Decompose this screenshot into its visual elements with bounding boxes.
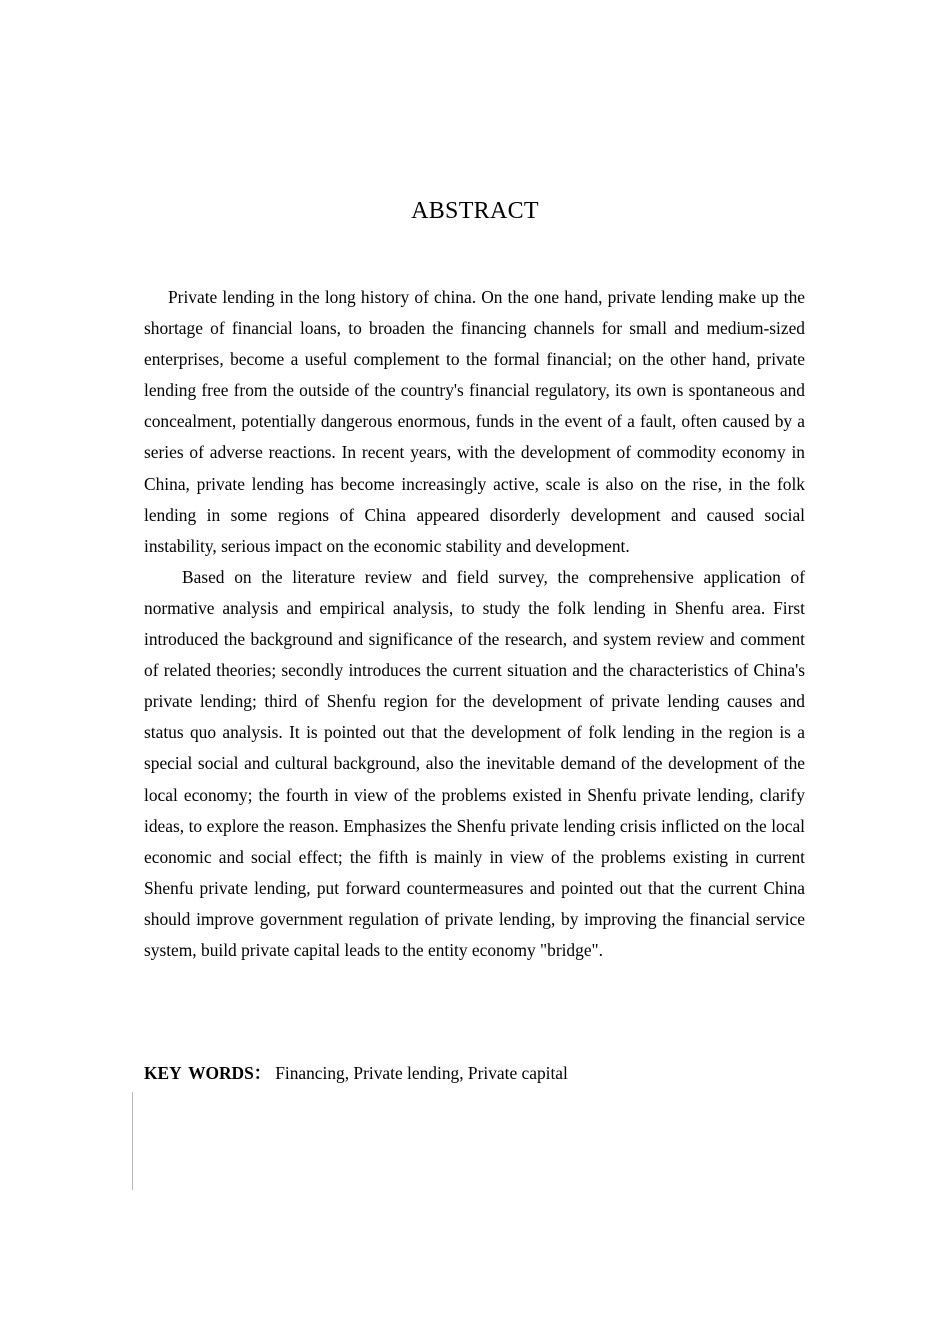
- keywords-line: [144, 1058, 805, 1089]
- keywords-label: KEY WORDS: [144, 1063, 254, 1083]
- text-cursor-line: [132, 1092, 133, 1190]
- abstract-body: [144, 282, 805, 966]
- abstract-paragraph-2: Based on the literature review and field survey, the comprehensive application of normative analysis and empirical analysis, to study the folk lending in Shenfu area. First introduced the background and significance of the research, and system review and comment of related theories; secondly introduces the current situation and the characteristics of China's private lending; third of Shenfu region for the development of private lending causes and status quo analysis. It is pointed out that the development of folk lending in the region is a special social and cultural background, also the inevitable demand of the development of the local economy; the fourth in view of the problems existed in Shenfu private lending, clarify ideas, to explore the reason. Emphasizes the Shenfu private lending crisis inflicted on the local economic and social effect; the fifth is mainly in view of the problems existing in current Shenfu private lending, put forward countermeasures and pointed out that the current China should improve government regulation of private lending, by improving the financial service system, build private capital leads to the entity economy "bridge".: [144, 566, 805, 960]
- abstract-title: ABSTRACT: [411, 198, 539, 224]
- keywords-value: Financing, Private lending, Private capital: [275, 1063, 568, 1083]
- keywords-separator: ：: [253, 1063, 272, 1083]
- abstract-paragraph-1: Private lending in the long history of china. On the one hand, private lending make up the shortage of financial loans, to broaden the financing channels for small and medium-sized enterprises, become a useful complement to the formal financial; on the other hand, private lending free from the outside of the country's financial regulatory, its own is spontaneous and concealment, potentially dangerous enormous, funds in the event of a fault, often caused by a series of adverse reactions. In recent years, with the development of commodity economy in China, private lending has become increasingly active, scale is also on the rise, in the folk lending in some regions of China appeared disorderly development and caused social instability, serious impact on the economic stability and development.: [144, 287, 805, 556]
